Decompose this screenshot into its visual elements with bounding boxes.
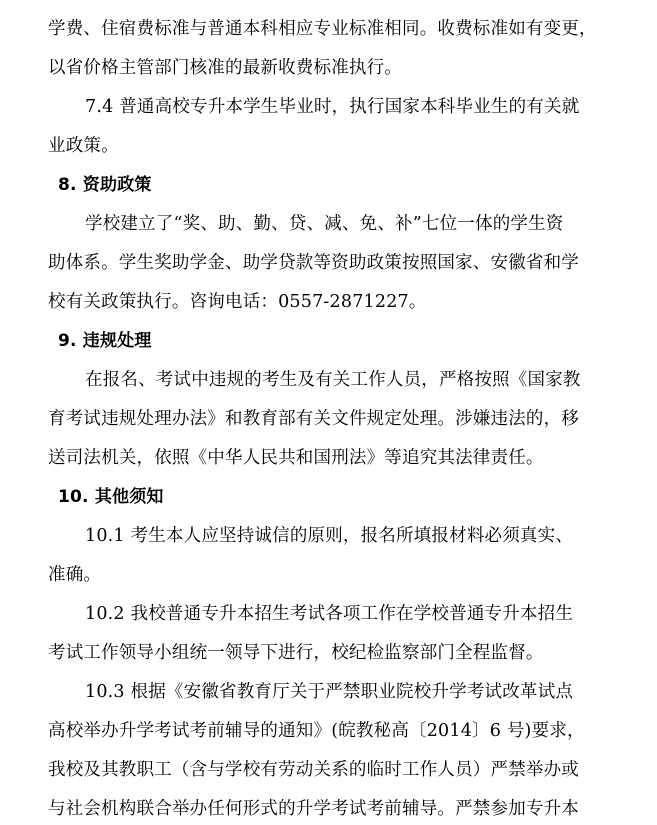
- text-line: 高校举办升学考试考前辅导的通知》(皖教秘高〔2014〕6 号)要求，: [48, 721, 585, 741]
- text-line: 10.3 根据《安徽省教育厅关于严禁职业院校升学考试改革试点: [85, 682, 574, 702]
- section-heading: 10. 其他须知: [58, 487, 164, 507]
- text-line: 10.1 考生本人应坚持诚信的原则，报名所填报材料必须真实、: [85, 526, 574, 546]
- text-line: 以省价格主管部门核准的最新收费标准执行。: [48, 58, 402, 78]
- section-heading: 8. 资助政策: [58, 175, 152, 195]
- text-line: 业政策。: [48, 136, 119, 156]
- text-line: 在报名、考试中违规的考生及有关工作人员，严格按照《国家教: [85, 370, 581, 390]
- section-heading: 9. 违规处理: [58, 331, 152, 351]
- text-line: 与社会机构联合举办任何形式的升学考试考前辅导。严禁参加专升本: [48, 799, 579, 819]
- text-line: 7.4 普通高校专升本学生毕业时，执行国家本科毕业生的有关就: [85, 97, 580, 117]
- text-line: 助体系。学生奖助学金、助学贷款等资助政策按照国家、安徽省和学: [48, 253, 579, 273]
- text-line: 育考试违规处理办法》和教育部有关文件规定处理。涉嫌违法的，移: [48, 409, 579, 429]
- text-line: 考试工作领导小组统一领导下进行，校纪检监察部门全程监督。: [48, 643, 544, 663]
- text-line: 准确。: [48, 565, 102, 585]
- text-line: 10.2 我校普通专升本招生考试各项工作在学校普通专升本招生: [85, 604, 574, 624]
- text-line: 学费、住宿费标准与普通本科相应专业标准相同。收费标准如有变更，: [48, 19, 597, 39]
- text-line: 学校建立了“奖、助、勤、贷、减、免、补”七位一体的学生资: [85, 214, 564, 234]
- text-line: 我校及其教职工（含与学校有劳动关系的临时工作人员）严禁举办或: [48, 760, 579, 780]
- text-line: 校有关政策执行。咨询电话：0557-2871227。: [48, 292, 427, 312]
- text-line: 送司法机关，依照《中华人民共和国刑法》等追究其法律责任。: [48, 448, 544, 468]
